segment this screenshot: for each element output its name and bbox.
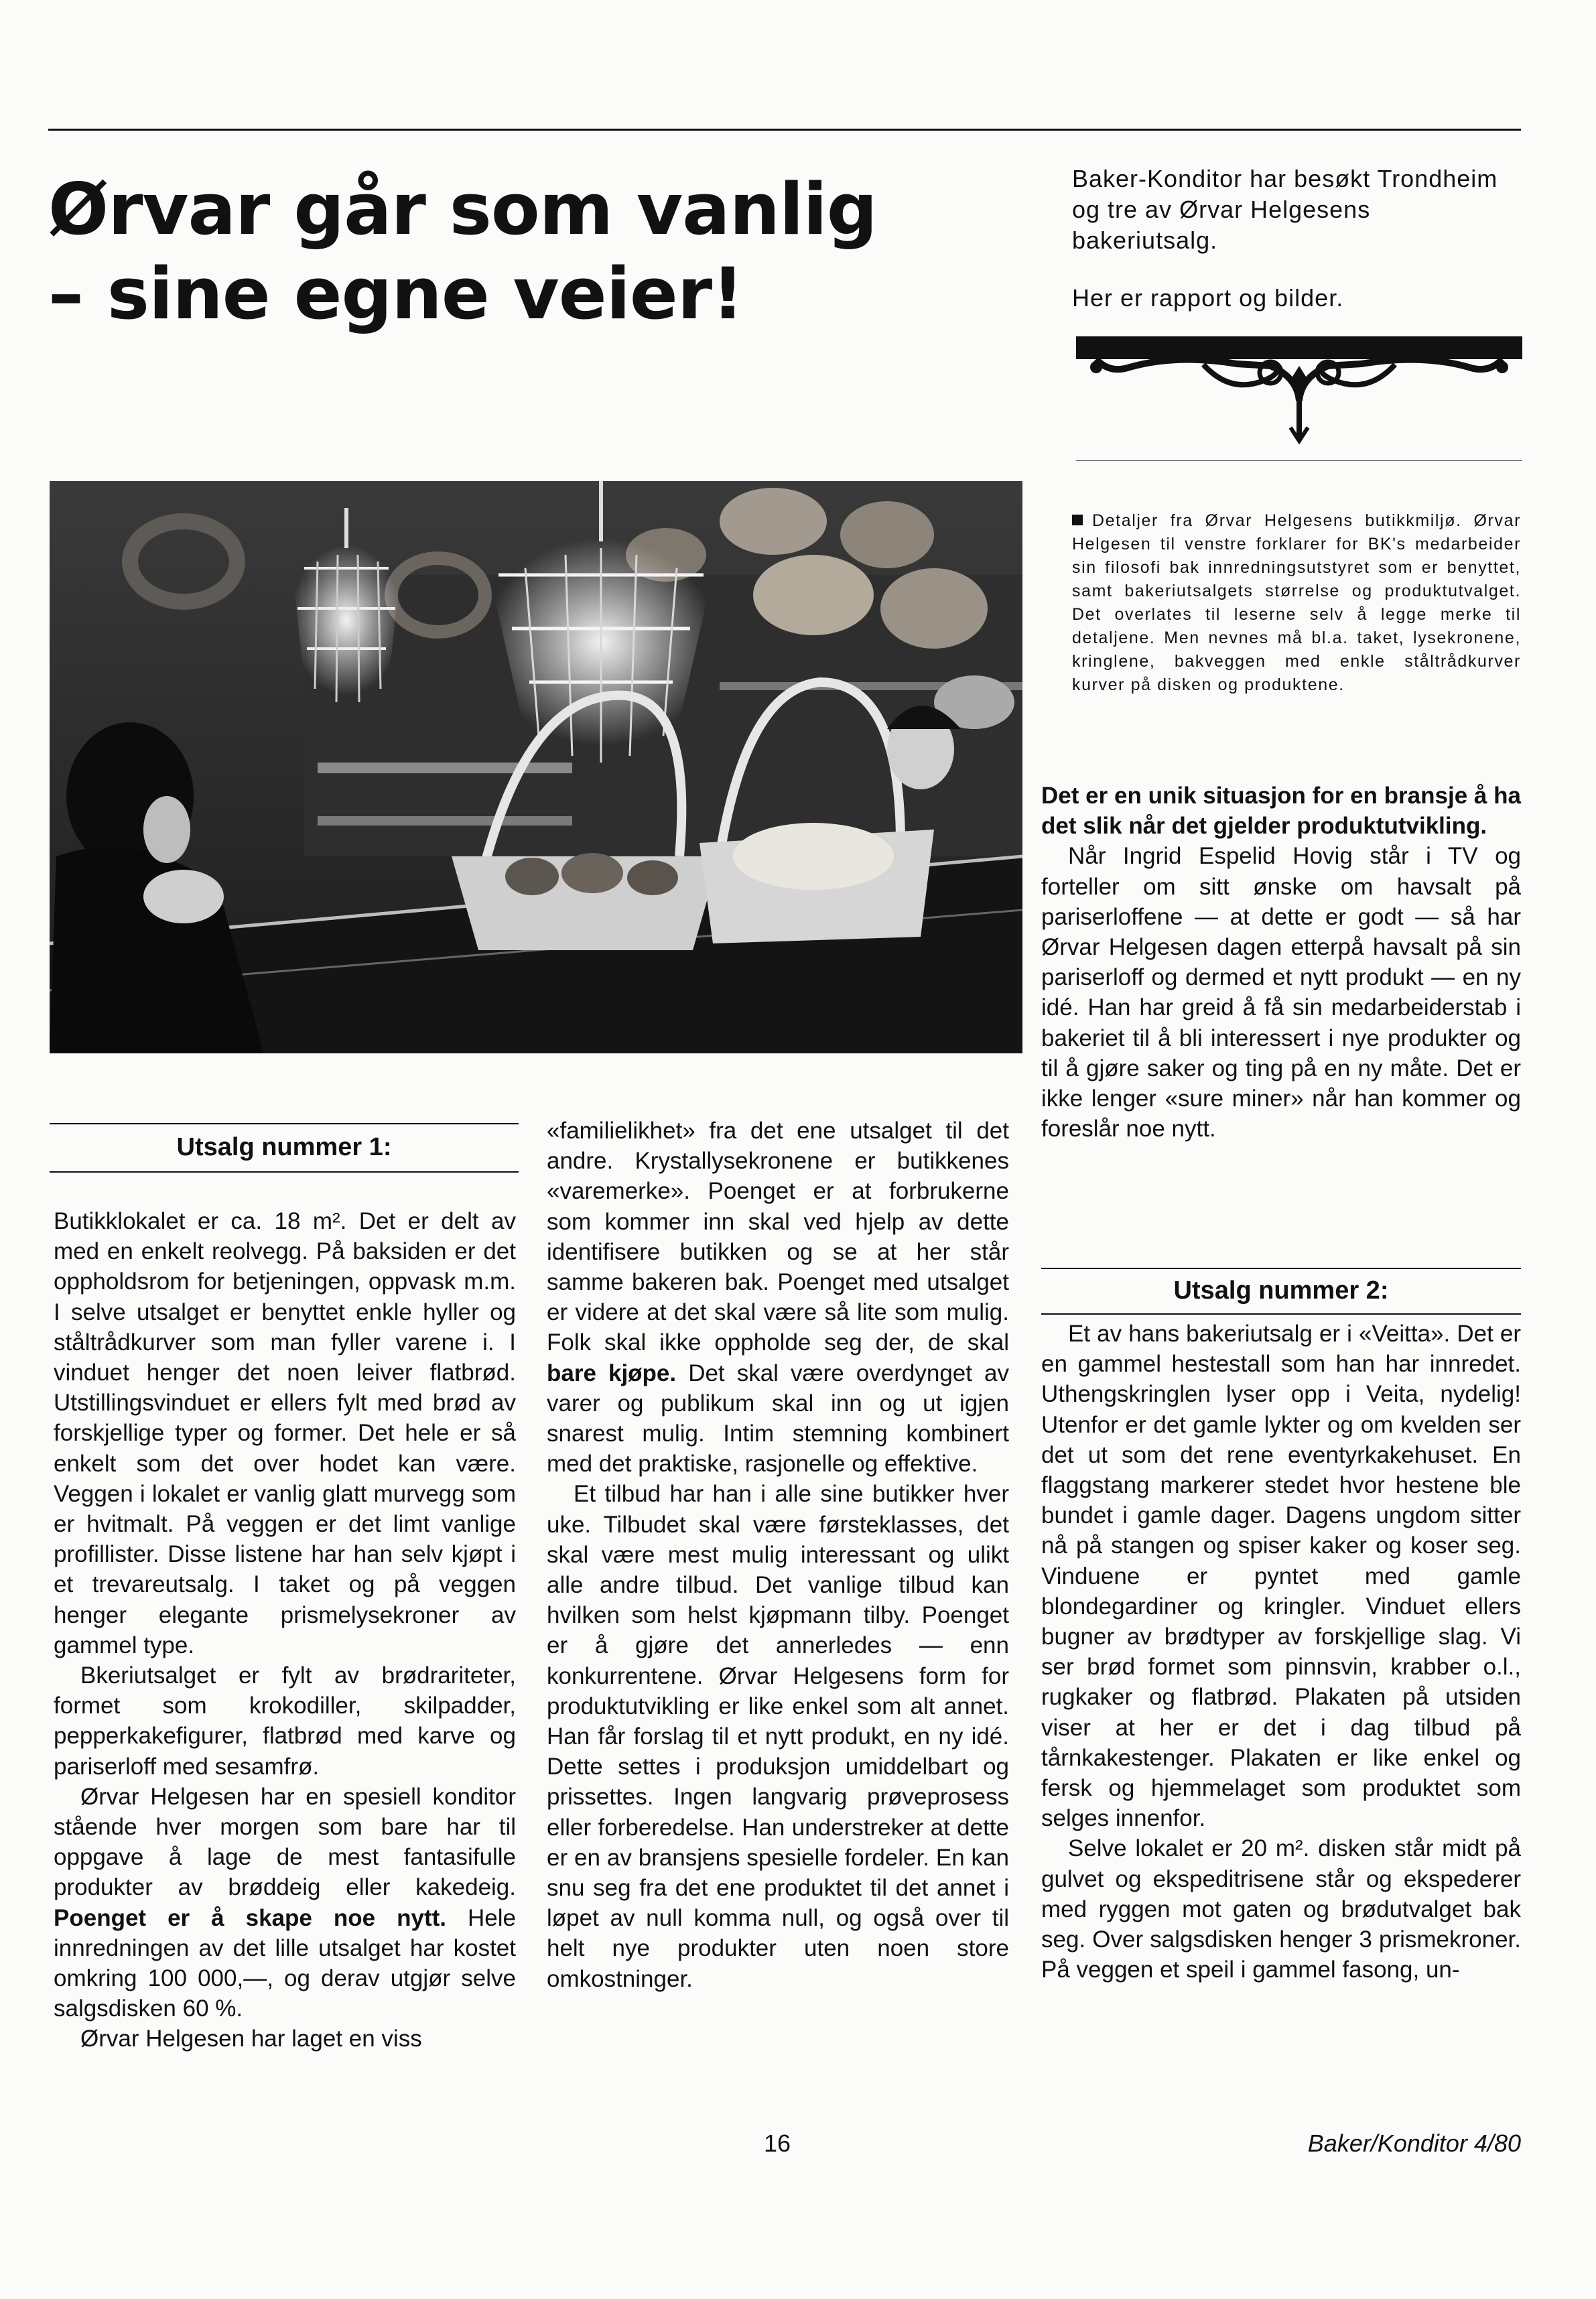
section2-rule-bottom (1041, 1313, 1521, 1315)
section1-heading: Utsalg nummer 1: (176, 1133, 392, 1161)
paragraph: Butikklokalet er ca. 18 m². Det er delt av med en enkelt reolvegg. På baksiden er det oppholdsrom for betjeningen, oppvask m.m. I selve utsalget er benyttet enkle hyller og ståltrådkurver som man fyller varene i. I vinduet henger det noen leiver flatbrød. Utstillingsvinduet er ellers fylt med brød av forskjellige typer og former. Det hele er så enkelt som det over hodet kan være. Veggen i lokalet er vanlig glatt murvegg som er hvitmalt. På veggen er det limt vanlige profillister. Disse listene har han selv kjøpt i et trevareutsalg. I taket og på veggen henger elegante prismelysekroner av gammel type. (54, 1208, 516, 1658)
emphasis: bare kjøpe. (547, 1360, 677, 1386)
column-2 (547, 1116, 1009, 1994)
top-rule (48, 129, 1521, 131)
emphasis: Poenget er å skape noe nytt. (54, 1904, 446, 1931)
page-number: 16 (764, 2129, 791, 2157)
column-3-upper (1041, 781, 1521, 1144)
paragraph-text: Ørvar Helgesen har en spesiell konditor stående hver morgen som bare har til oppgave å lage de mest fantasifulle produkter av brøddeig eller kakedeig. (54, 1783, 516, 1901)
paragraph: Et av hans bakeriutsalg er i «Veitta». Det er en gammel hestestall som han har innredet. Uthengskringlen lyser opp i Veita, nydelig! Utenfor er det gamle lykter og om kvelden ser det ut som det rene eventyrkakehuset. En flaggstang markerer stedet hvor hestene ble bundet i gamle dager. Dagens ungdom sitter nå på stangen og spiser kaker og koser seg. Vinduene er pyntet med gamle blondegardiner og kringler. Vinduet ellers bugner av brødtyper av forskjellige slag. Vi ser brød formet som pinnsvin, krabber o.l., rugkaker og flatbrød. Plakaten på utsiden viser at her er det i dag tilbud på tårnkakestenger. Plakaten er like enkel og fersk og hjemmelaget som produktet som selges innenfor. (1041, 1321, 1521, 1832)
paragraph: Ørvar Helgesen har laget en viss (80, 2026, 422, 2052)
caption-bullet-icon (1072, 515, 1083, 525)
paragraph (547, 1116, 1009, 1479)
headline-line-1: Ørvar går som vanlig (48, 168, 877, 251)
paragraph-text: Hele innredningen av det lille utsalget har kostet omkring 100 000,—, og derav utgjør selve salgsdisken 60 %. (54, 1904, 516, 2022)
photo-illustration (50, 481, 1022, 1053)
paragraph-text: Det skal være overdynget av varer og publikum skal inn og ut igjen snarest mulig. Intim stemning kombinert med det praktiske, rasjonelle og effektive. (547, 1360, 1009, 1477)
section1-rule-bottom (50, 1171, 519, 1173)
section1-rule-top (50, 1123, 519, 1124)
caption-text: Detaljer fra Ørvar Helgesens butikkmiljø. Ørvar Helgesen til venstre forklarer for BK's medarbeider sin filosofi bak innredningsutstyret som er benyttet, samt bakeriutsalgets størrelse og produktutvalget. Det overlates til leserne selv å legge merke til detaljene. Men nevnes må bl.a. taket, lysekronene, kringlene, bakveggen med enkle ståltrådkurver kurver på disken og produktene. (1072, 511, 1521, 694)
paragraph-text: «familielikhet» fra det ene utsalget til det andre. Krystallysekronene er butikkenes «varemerke». Poenget er at forbrukerne som kommer inn skal ved hjelp av dette identifisere butikken og se at her står samme bakeren bak. Poenget med utsalget er videre at det skal være så lite som mulig. Folk skal ikke oppholde seg der, de skal (547, 1118, 1009, 1356)
intro (1072, 163, 1521, 340)
paragraph: Selve lokalet er 20 m². disken står midt på gulvet og ekspeditrisene står og ekspederer med ryggen mot gaten og brødutvalget bak seg. Over salgsdisken henger 3 prismekroner. På veggen et speil i gammel fasong, un- (1041, 1835, 1521, 1983)
paragraph: Et tilbud har han i alle sine butikker hver uke. Tilbudet skal være førsteklasses, det skal være mest mulig interessant og ulikt alle andre tilbud. Det vanlige tilbud kan hvilken som helst kjøpmann tilby. Poenget er å gjøre det annerledes — enn konkurrentene. Ørvar Helgesens form for produktutvikling er like enkel som alt annet. Han får forslag til et nytt produkt, en ny idé. Dette settes i produksjon umiddelbart og prissettes. Ingen langvarig prøveprosess eller forberedelse. Han understreker at dette er en av bransjens spesielle fordeler. En kan snu seg fra det ene produktet til det annet i løpet av null komma null, og også over til helt nye produkter uten noen store omkostninger. (547, 1481, 1009, 1992)
lead-text: Det er en unik situasjon for en bransje å ha det slik når det gjelder produktutvikling. (1041, 783, 1521, 840)
ornament-divider-icon (1069, 327, 1529, 461)
publication-footer: Baker/Konditor 4/80 (1307, 2129, 1521, 2157)
column-3-lower (1041, 1319, 1521, 1985)
photo-caption (1072, 509, 1521, 697)
section2-heading: Utsalg nummer 2: (1173, 1276, 1389, 1305)
section2-rule-top (1041, 1268, 1521, 1269)
paragraph (54, 1782, 516, 2024)
headline (48, 168, 877, 336)
headline-line-2: – sine egne veier! (48, 253, 744, 335)
paragraph: Når Ingrid Espelid Hovig står i TV og forteller om sitt ønske om havsalt på pariserloffene — at dette er godt — så har Ørvar Helgesen dagen etterpå havsalt på sin pariserloff og dermed et nytt produkt — en ny idé. Han har greid å få sin medarbeiderstab i bakeriet til å bli interessert i nye produkter og til å gjøre saker og ting på en ny måte. Det er ikke lenger «sure miner» når han kommer og foreslår noe nytt. (1041, 843, 1521, 1142)
column-1 (54, 1206, 516, 2054)
bakery-interior-photo (50, 481, 1022, 1053)
lead-paragraph (1041, 781, 1521, 841)
intro-paragraph: Her er rapport og bilder. (1072, 284, 1344, 312)
intro-paragraph: Baker-Konditor har besøkt Trondheim og tre av Ørvar Helgesens bakeriutsalg. (1072, 165, 1498, 254)
paragraph: Bkeriutsalget er fylt av brødrariteter, formet som krokodiller, skilpadder, pepperkakefigurer, flatbrød med karve og pariserloff med sesamfrø. (54, 1662, 516, 1780)
